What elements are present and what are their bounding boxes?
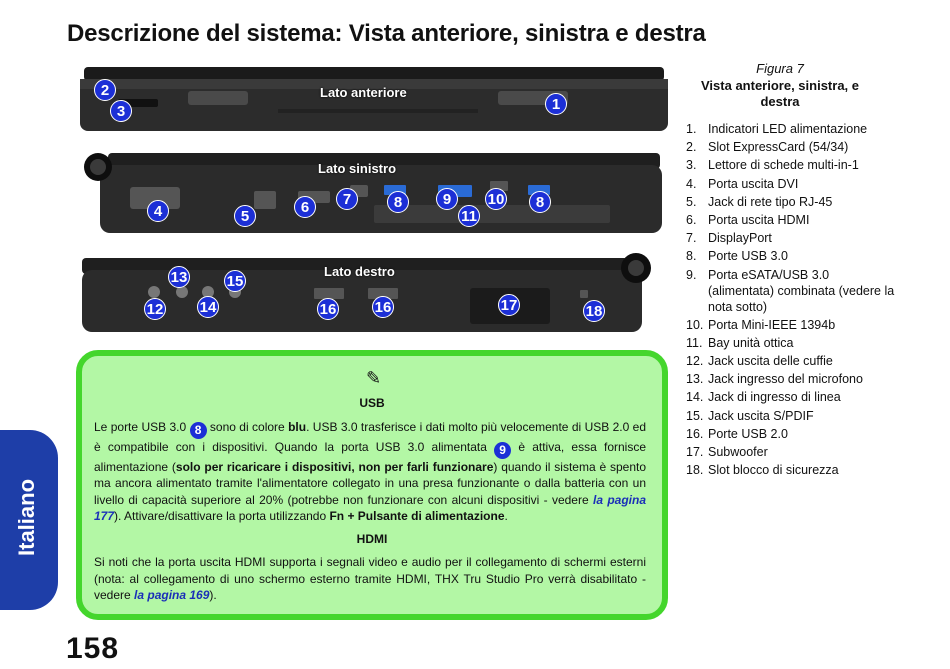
callout-badge: 8 [529,191,551,213]
language-tab-label: Italiano [14,478,39,556]
list-item: 15. Jack uscita S/PDIF [686,408,814,423]
front-view-label: Lato anteriore [320,85,407,100]
callout-badge: 8 [190,422,207,439]
page-number: 158 [66,632,120,665]
list-item: 18. Slot blocco di sicurezza [686,463,839,478]
callout-badge: 11 [458,205,480,227]
callout-badge: 18 [583,300,605,322]
callout-badge: 5 [234,205,256,227]
pencil-icon: ✎ [366,368,382,388]
list-item: 11. Bay unità ottica [686,335,794,350]
hdmi-paragraph: Si noti che la porta uscita HDMI supporta i segnali video e audio per il collegamento di schermi esterni (nota: al collegamento di uno schermo esterno tramite HDMI, THX Tru Studio Pro verrà disabilitato - vedere la pagina 169). [94,555,646,602]
laptop-front-drawing [78,65,670,135]
callout-badge: 14 [197,296,219,318]
figure-number: Figura 7 [756,61,804,76]
list-item: 17. Subwoofer [686,445,768,459]
usb-heading: USB [359,396,385,410]
laptop-right-drawing [78,250,670,335]
list-item: 3. Lettore di schede multi-in-1 [686,158,859,173]
list-item: 10. Porta Mini-IEEE 1394b [686,317,836,332]
callout-badge: 2 [94,79,116,101]
list-item: 7. DisplayPort [686,231,772,246]
callout-badge: 6 [294,196,316,218]
list-item: 8. Porte USB 3.0 [686,249,788,264]
list-item: 1. Indicatori LED alimentazione [686,122,868,136]
callout-badge: 12 [144,298,166,320]
list-item: 16. Porte USB 2.0 [686,426,788,441]
list-item: 9. Porta eSATA/USB 3.0 (alimentata) combinata (vedere la nota sotto) [686,267,895,314]
list-item: 14. Jack di ingresso di linea [686,390,841,405]
callout-badge: 1 [545,93,567,115]
callout-badge: 10 [485,188,507,210]
language-tab [0,430,58,610]
callout-badge: 9 [494,442,511,459]
callout-badge: 16 [317,298,339,320]
left-view-image [78,145,670,240]
callout-badge: 9 [436,188,458,210]
right-view-label: Lato destro [324,264,395,279]
right-view-image [78,250,670,335]
callout-badge: 15 [224,270,246,292]
left-view-label: Lato sinistro [318,161,397,176]
list-item: 2. Slot ExpressCard (54/34) [686,140,849,155]
callout-badge: 4 [147,200,169,222]
page-link[interactable]: la pagina 177 [94,492,647,523]
page-title: Descrizione del sistema: Vista anteriore, sinistra e destra [67,20,706,47]
front-view-image [78,65,670,135]
callout-badge: 3 [110,100,132,122]
legend-list [686,121,896,480]
note-box [76,350,668,620]
callout-badge: 8 [387,191,409,213]
callout-badge: 17 [498,294,520,316]
list-item: 6. Porta uscita HDMI [686,212,810,227]
callout-badge: 13 [168,266,190,288]
list-item: 5. Jack di rete tipo RJ-45 [686,194,833,209]
figure-caption: Vista anteriore, sinistra, e destra [701,78,859,109]
list-item: 13. Jack ingresso del microfono [686,372,863,387]
list-item: 4. Porta uscita DVI [686,176,799,191]
callout-badge: 16 [372,296,394,318]
page-link[interactable]: la pagina 169 [134,588,210,602]
hdmi-heading: HDMI [356,532,388,546]
callout-badge: 7 [336,188,358,210]
list-item: 12. Jack uscita delle cuffie [686,354,833,369]
laptop-left-drawing [78,145,670,240]
usb-paragraph: Le porte USB 3.0 8 sono di colore blu. USB 3.0 trasferisce i dati molto più velocemente di USB 2.0 ed è compatibile con i dispositivi. Quando la porta USB 3.0 alimentata 9 è attiva, essa fornisce alimentazione (solo per ricaricare i dispositivi, non per farli funzionare) quando il sistema è spento ma ancora alimentato tramite l'alimentatore collegato in una presa funzionante o dalla batteria con un livello di capacità superiore al 20% (potrebbe non funzionare con alcuni dispositivi - vedere la pagina 177). Attivare/disattivare la porta utilizzando Fn + Pulsante di alimentazione. [94,420,647,523]
